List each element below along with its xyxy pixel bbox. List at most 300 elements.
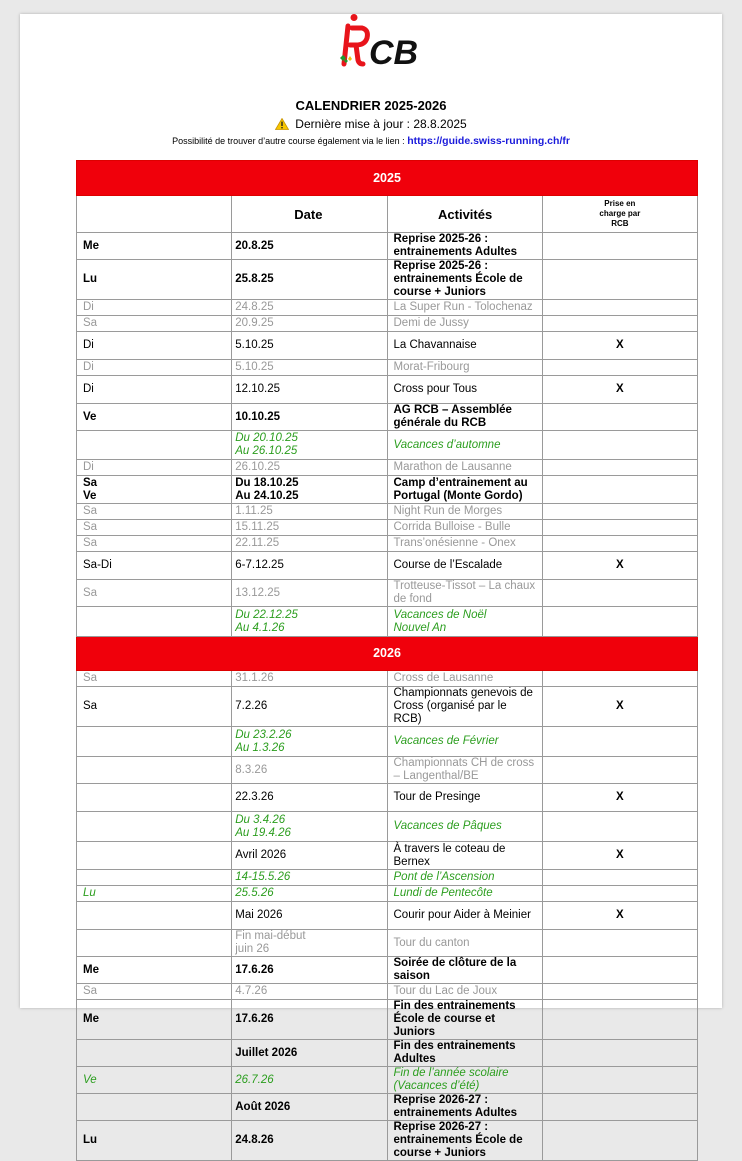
row-date: [232, 687, 387, 727]
row-day: [77, 842, 232, 870]
row-day-text: Ve: [83, 489, 97, 502]
table-row: [77, 1067, 698, 1094]
table-row: [77, 886, 698, 902]
row-date: [232, 671, 387, 687]
row-date: [232, 376, 387, 404]
row-rcb-mark-text: X: [616, 700, 624, 712]
row-activity-text: Camp d’entrainement au Portugal (Monte Gordo): [393, 476, 528, 502]
row-day: [77, 784, 232, 812]
row-date: [232, 316, 387, 332]
row-rcb-mark: [542, 930, 697, 957]
row-activity-text: Fin des entrainements École de course et Juniors: [393, 1000, 516, 1038]
row-day-text: Di: [83, 339, 94, 351]
row-activity-text: Fin des entrainements Adultes: [393, 1040, 516, 1065]
row-day: [77, 300, 232, 316]
warning-icon: [275, 118, 289, 130]
row-rcb-mark-text: X: [616, 559, 624, 571]
row-date: [232, 984, 387, 1000]
row-activity-text: AG RCB – Assemblée générale du RCB: [393, 404, 512, 429]
row-activity: [387, 580, 542, 607]
row-date: [232, 757, 387, 784]
row-day: [77, 902, 232, 930]
row-rcb-mark: [542, 404, 697, 431]
row-activity: [387, 1094, 542, 1121]
row-date-text: 31.1.26: [235, 672, 274, 684]
row-day-text: Me: [83, 1013, 99, 1025]
table-row: [77, 520, 698, 536]
row-rcb-mark: [542, 1000, 697, 1040]
row-date-text: Au 4.1.26: [235, 621, 285, 634]
row-activity-text: Tour de Presinge: [393, 791, 481, 803]
row-activity-text: Lundi de Pentecôte: [393, 887, 493, 899]
row-rcb-mark: [542, 1094, 697, 1121]
row-day-text: Ve: [83, 410, 97, 423]
row-rcb-mark: [542, 984, 697, 1000]
row-rcb-mark: [542, 360, 697, 376]
row-date-text: Du 20.10.25: [235, 432, 298, 444]
row-activity: [387, 233, 542, 260]
row-day: [77, 360, 232, 376]
row-activity: [387, 300, 542, 316]
row-date-text: 7.2.26: [235, 700, 268, 712]
table-row: [77, 460, 698, 476]
row-day: [77, 460, 232, 476]
row-day: [77, 580, 232, 607]
row-rcb-mark: [542, 886, 697, 902]
row-date: [232, 727, 387, 757]
table-row: [77, 504, 698, 520]
row-rcb-mark: [542, 316, 697, 332]
row-date-text: 1.11.25: [235, 505, 273, 517]
row-date: [232, 607, 387, 637]
row-day: [77, 727, 232, 757]
row-activity: [387, 460, 542, 476]
row-date-text: 26.7.26: [235, 1073, 274, 1086]
row-activity-text: Trans’onésienne - Onex: [393, 537, 516, 549]
row-day: [77, 552, 232, 580]
table-row: [77, 842, 698, 870]
table-row: [77, 580, 698, 607]
row-activity-text: Vacances de Pâques: [393, 820, 502, 832]
table-row: [77, 431, 698, 460]
row-activity: [387, 727, 542, 757]
table-row: [77, 812, 698, 842]
row-day-text: Sa: [83, 476, 98, 489]
row-activity-text: La Chavannaise: [393, 339, 477, 351]
table-row: [77, 687, 698, 727]
row-rcb-mark: [542, 1067, 697, 1094]
row-activity-text: À travers le coteau de Bernex: [393, 842, 506, 868]
table-row: [77, 1094, 698, 1121]
row-day-text: Lu: [83, 1134, 98, 1146]
row-date: [232, 784, 387, 812]
row-day: [77, 260, 232, 300]
row-rcb-mark: [542, 902, 697, 930]
row-activity-text: Pont de l’Ascension: [393, 871, 495, 883]
row-activity-text: Reprise 2025-26 : entrainements École de course + Juniors: [393, 260, 523, 298]
year-2025-header: [77, 161, 698, 196]
last-update: [0, 117, 742, 131]
row-rcb-mark: [542, 671, 697, 687]
row-rcb-mark-text: X: [616, 849, 624, 861]
row-activity-text: Tour du canton: [393, 936, 470, 949]
row-date-text: Mai 2026: [235, 909, 283, 921]
row-day: [77, 332, 232, 360]
row-rcb-mark: [542, 1040, 697, 1067]
row-date-text: Du 22.12.25: [235, 608, 298, 621]
row-day: [77, 1040, 232, 1067]
row-rcb-mark: [542, 536, 697, 552]
row-date-text: 22.11.25: [235, 537, 280, 549]
row-date-text: Août 2026: [235, 1100, 291, 1113]
row-rcb-mark-text: X: [616, 339, 624, 351]
row-rcb-mark: [542, 300, 697, 316]
row-activity-text: Morat-Fribourg: [393, 361, 470, 373]
activities-column-header: Activités: [387, 196, 542, 233]
year-2026-header: [77, 637, 698, 671]
row-date: [232, 300, 387, 316]
row-day-text: Di: [83, 461, 94, 473]
row-day: [77, 984, 232, 1000]
row-day: [77, 607, 232, 637]
row-date-text: 14-15.5.26: [235, 871, 291, 883]
row-activity-text: Vacances d’automne: [393, 438, 501, 451]
row-rcb-mark-text: X: [616, 791, 624, 803]
row-date: [232, 404, 387, 431]
row-date-text: 25.8.25: [235, 273, 274, 285]
row-date-text: Du 23.2.26: [235, 728, 292, 741]
row-day: [77, 536, 232, 552]
row-day: [77, 757, 232, 784]
row-date-text: 8.3.26: [235, 763, 268, 776]
row-activity: [387, 957, 542, 984]
row-date-text: 17.6.26: [235, 1013, 274, 1025]
row-date: [232, 476, 387, 504]
row-date-text: Au 1.3.26: [235, 741, 285, 754]
row-rcb-mark: [542, 376, 697, 404]
row-date: [232, 332, 387, 360]
row-day-text: Sa: [83, 521, 98, 533]
row-date-text: Au 26.10.25: [235, 445, 298, 457]
table-row: [77, 316, 698, 332]
table-row: [77, 376, 698, 404]
row-day-text: Sa: [83, 672, 98, 684]
row-activity-text: La Super Run - Tolochenaz: [393, 301, 533, 313]
row-day-text: Sa: [83, 985, 98, 997]
row-date: [232, 460, 387, 476]
row-activity: [387, 812, 542, 842]
row-activity-text: Fin de l’année scolaire (Vacances d’été): [393, 1067, 509, 1092]
row-activity: [387, 757, 542, 784]
row-activity: [387, 404, 542, 431]
table-row: [77, 552, 698, 580]
row-day: [77, 316, 232, 332]
row-activity: [387, 476, 542, 504]
row-day-text: Lu: [83, 273, 98, 285]
row-activity: [387, 1000, 542, 1040]
table-row: [77, 260, 698, 300]
row-day: [77, 504, 232, 520]
row-date-text: Du 3.4.26: [235, 813, 286, 826]
table-row: [77, 957, 698, 984]
table-row: [77, 727, 698, 757]
row-day-text: Sa-Di: [83, 559, 112, 571]
prise-line-2: charge par: [599, 209, 641, 218]
row-activity: [387, 332, 542, 360]
row-day-text: Di: [83, 383, 94, 395]
row-activity: [387, 1040, 542, 1067]
row-date: [232, 902, 387, 930]
swiss-running-link[interactable]: https://guide.swiss-running.ch/fr: [407, 135, 570, 147]
row-activity: [387, 260, 542, 300]
row-rcb-mark: [542, 757, 697, 784]
table-row: [77, 870, 698, 886]
row-rcb-mark: [542, 476, 697, 504]
column-header-row: [77, 196, 698, 233]
row-rcb-mark: [542, 332, 697, 360]
calendar-table: [76, 160, 698, 1161]
row-day: [77, 376, 232, 404]
row-date-text: 24.8.26: [235, 1134, 274, 1146]
row-activity: [387, 552, 542, 580]
row-rcb-mark-text: X: [616, 909, 624, 921]
rcb-logo: [320, 14, 420, 72]
row-date: [232, 1121, 387, 1161]
row-date-text: 20.9.25: [235, 317, 274, 329]
row-day: [77, 1067, 232, 1094]
row-date: [232, 260, 387, 300]
row-date: [232, 1000, 387, 1040]
row-date: [232, 1094, 387, 1121]
table-row: [77, 1040, 698, 1067]
row-day: [77, 687, 232, 727]
row-activity: [387, 431, 542, 460]
last-update-text: Dernière mise à jour : 28.8.2025: [295, 117, 467, 131]
row-date: [232, 812, 387, 842]
row-date-text: 15.11.25: [235, 521, 280, 533]
row-day: [77, 671, 232, 687]
table-row: [77, 360, 698, 376]
row-day: [77, 1000, 232, 1040]
row-day-text: Di: [83, 361, 94, 373]
row-activity-text: Corrida Bulloise - Bulle: [393, 521, 511, 533]
row-activity-text: Night Run de Morges: [393, 505, 503, 517]
row-day: [77, 957, 232, 984]
year-label: 2025: [77, 161, 698, 196]
table-row: [77, 902, 698, 930]
row-day-text: Sa: [83, 317, 98, 329]
row-day-text: Sa: [83, 586, 98, 599]
date-column-header: Date: [232, 196, 387, 233]
year-label: 2026: [77, 637, 698, 671]
row-activity-text: Championnats genevois de Cross (organisé par le RCB): [393, 687, 533, 725]
row-date-text: Fin mai-début: [235, 930, 306, 942]
row-activity-text: Reprise 2025-26 : entrainements Adultes: [393, 233, 518, 258]
row-rcb-mark: [542, 842, 697, 870]
row-date-text: 12.10.25: [235, 383, 281, 395]
table-row: [77, 1000, 698, 1040]
row-activity: [387, 316, 542, 332]
row-activity: [387, 687, 542, 727]
link-prefix: Possibilité de trouver d’autre course également via le lien :: [172, 136, 408, 146]
row-activity-text: Soirée de clôture de la saison: [393, 957, 517, 982]
row-day-text: Me: [83, 963, 99, 976]
row-day-text: Sa: [83, 537, 98, 549]
row-activity-text: Cross de Lausanne: [393, 672, 494, 684]
row-date: [232, 360, 387, 376]
day-column-header: [77, 196, 232, 233]
table-row: [77, 332, 698, 360]
row-activity: [387, 842, 542, 870]
prise-line-1: Prise en: [604, 199, 636, 208]
row-activity: [387, 886, 542, 902]
row-date: [232, 886, 387, 902]
row-date-text: Avril 2026: [235, 849, 287, 861]
row-date: [232, 842, 387, 870]
svg-text:CB: CB: [369, 34, 419, 72]
row-date: [232, 431, 387, 460]
row-date: [232, 930, 387, 957]
table-row: [77, 476, 698, 504]
row-day-text: Me: [83, 239, 99, 252]
table-row: [77, 300, 698, 316]
table-row: [77, 784, 698, 812]
row-date-text: 5.10.25: [235, 361, 274, 373]
row-date: [232, 536, 387, 552]
row-day: [77, 404, 232, 431]
row-day: [77, 476, 232, 504]
row-date-text: 17.6.26: [235, 963, 274, 976]
row-date: [232, 520, 387, 536]
row-activity: [387, 870, 542, 886]
row-date-text: 13.12.25: [235, 586, 281, 599]
row-day: [77, 233, 232, 260]
row-day: [77, 930, 232, 957]
row-activity: [387, 376, 542, 404]
row-activity-text: Championnats CH de cross – Langenthal/BE: [393, 757, 535, 782]
row-date: [232, 552, 387, 580]
row-rcb-mark: [542, 431, 697, 460]
row-activity: [387, 984, 542, 1000]
row-rcb-mark: [542, 607, 697, 637]
table-row: [77, 984, 698, 1000]
row-rcb-mark: [542, 784, 697, 812]
row-activity-text: Cross pour Tous: [393, 383, 478, 395]
row-activity-text: Vacances de Février: [393, 735, 499, 747]
row-rcb-mark: [542, 687, 697, 727]
row-day-text: Sa: [83, 700, 98, 712]
row-date: [232, 233, 387, 260]
row-day-text: Ve: [83, 1073, 97, 1086]
row-rcb-mark: [542, 552, 697, 580]
row-day: [77, 1121, 232, 1161]
row-day: [77, 431, 232, 460]
row-activity: [387, 671, 542, 687]
row-activity: [387, 504, 542, 520]
row-activity: [387, 902, 542, 930]
row-day-text: Lu: [83, 887, 96, 899]
row-rcb-mark: [542, 233, 697, 260]
row-day: [77, 520, 232, 536]
calendar-title: CALENDRIER 2025-2026: [295, 98, 447, 113]
row-activity: [387, 1121, 542, 1161]
row-activity-text: Demi de Jussy: [393, 317, 469, 329]
row-rcb-mark: [542, 460, 697, 476]
row-activity: [387, 536, 542, 552]
row-rcb-mark: [542, 504, 697, 520]
prise-column-header: [542, 196, 697, 233]
prise-line-3: RCB: [611, 219, 629, 228]
row-activity-text: Vacances de Noël: [393, 608, 487, 621]
table-row: [77, 233, 698, 260]
row-day-text: Di: [83, 301, 94, 313]
row-date: [232, 870, 387, 886]
row-date-text: 10.10.25: [235, 410, 281, 423]
row-date: [232, 957, 387, 984]
table-row: [77, 1121, 698, 1161]
link-line: [0, 135, 742, 147]
row-date: [232, 1067, 387, 1094]
row-day: [77, 1094, 232, 1121]
row-activity: [387, 520, 542, 536]
row-rcb-mark: [542, 580, 697, 607]
row-date: [232, 1040, 387, 1067]
row-date: [232, 504, 387, 520]
table-row: [77, 536, 698, 552]
table-row: [77, 671, 698, 687]
row-date-text: 26.10.25: [235, 461, 281, 473]
table-row: [77, 607, 698, 637]
row-date-text: 24.8.25: [235, 301, 274, 313]
table-row: [77, 757, 698, 784]
row-rcb-mark: [542, 812, 697, 842]
row-date-text: Au 19.4.26: [235, 826, 291, 839]
table-row: [77, 930, 698, 957]
row-activity-text: Reprise 2026-27 : entrainements École de course + Juniors: [393, 1121, 523, 1159]
row-activity: [387, 930, 542, 957]
row-date-text: Juillet 2026: [235, 1046, 298, 1059]
row-activity-text: Course de l’Escalade: [393, 559, 503, 571]
row-rcb-mark: [542, 957, 697, 984]
row-activity-text: Tour du Lac de Joux: [393, 985, 498, 997]
row-date-text: 25.5.26: [235, 887, 274, 899]
row-rcb-mark: [542, 520, 697, 536]
row-activity-text: Courir pour Aider à Meinier: [393, 909, 531, 921]
row-rcb-mark: [542, 870, 697, 886]
row-date-text: 20.8.25: [235, 239, 274, 252]
row-date-text: Du 18.10.25: [235, 476, 299, 489]
row-activity: [387, 607, 542, 637]
row-day-text: Sa: [83, 505, 98, 517]
row-rcb-mark: [542, 1121, 697, 1161]
row-activity-text: Nouvel An: [393, 621, 447, 634]
row-date: [232, 580, 387, 607]
row-activity-text: Marathon de Lausanne: [393, 461, 512, 473]
row-rcb-mark: [542, 727, 697, 757]
row-date-text: 22.3.26: [235, 791, 274, 803]
row-date-text: 5.10.25: [235, 339, 274, 351]
row-activity-text: Reprise 2026-27 : entrainements Adultes: [393, 1094, 518, 1119]
row-date-text: juin 26: [235, 943, 270, 955]
row-activity: [387, 1067, 542, 1094]
row-rcb-mark-text: X: [616, 383, 624, 395]
row-activity: [387, 360, 542, 376]
row-date-text: Au 24.10.25: [235, 489, 299, 502]
row-day: [77, 886, 232, 902]
row-day: [77, 812, 232, 842]
row-date-text: 6-7.12.25: [235, 559, 284, 571]
row-date-text: 4.7.26: [235, 985, 268, 997]
